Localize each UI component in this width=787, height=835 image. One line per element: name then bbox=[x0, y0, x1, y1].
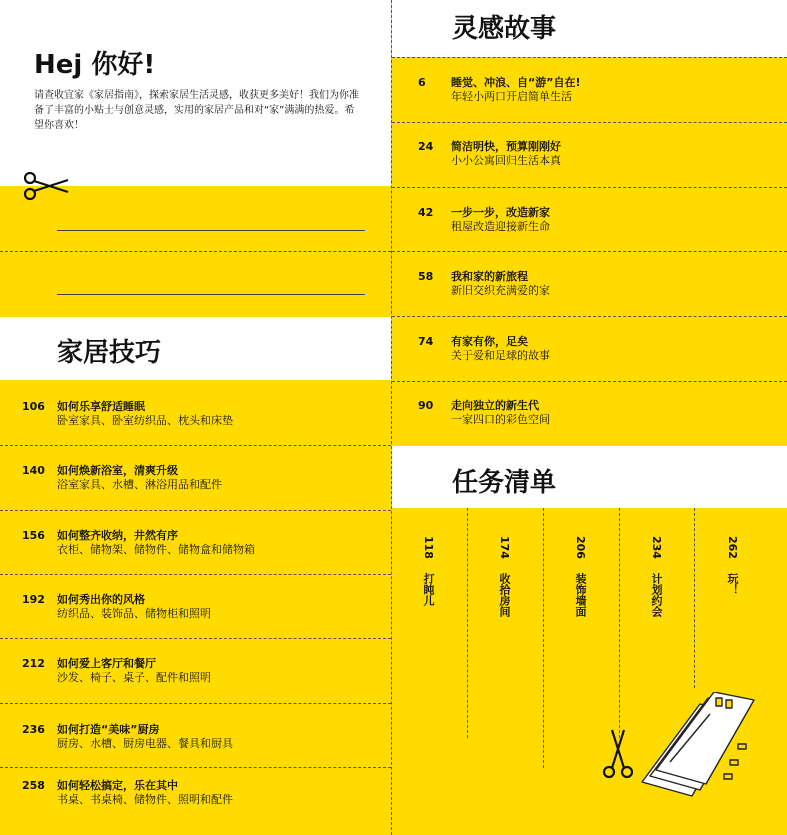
scissors-icon bbox=[22, 170, 70, 202]
tip-title: 如何乐享舒适睡眠 bbox=[57, 400, 145, 413]
tip-page: 156 bbox=[22, 529, 45, 542]
story-title: 简洁明快，预算刚刚好 bbox=[451, 140, 561, 153]
tip-item[interactable] bbox=[57, 529, 255, 557]
tip-page: 236 bbox=[22, 723, 45, 736]
story-title: 走向独立的新生代 bbox=[451, 399, 539, 412]
task-page: 206 bbox=[574, 536, 587, 559]
tip-subtitle: 衣柜、储物架、储物件、储物盒和储物箱 bbox=[57, 543, 255, 556]
tip-item[interactable] bbox=[57, 779, 233, 807]
story-item[interactable] bbox=[451, 399, 550, 427]
write-line-2 bbox=[57, 294, 365, 295]
tip-item[interactable] bbox=[57, 657, 211, 685]
notebook-illustration bbox=[630, 692, 760, 810]
story-title: 有家有你，足矣 bbox=[451, 335, 528, 348]
story-subtitle: 新旧交织充满爱的家 bbox=[451, 284, 550, 297]
tasks-title: 任务清单 bbox=[452, 468, 557, 498]
task-label: 打盹儿 bbox=[422, 572, 435, 606]
story-page: 6 bbox=[418, 76, 426, 89]
task-page: 234 bbox=[650, 536, 663, 559]
story-page: 24 bbox=[418, 140, 434, 153]
tip-item[interactable] bbox=[57, 723, 233, 751]
story-page: 90 bbox=[418, 399, 434, 412]
tip-title: 如何爱上客厅和餐厅 bbox=[57, 657, 156, 670]
story-subtitle: 租屋改造迎接新生命 bbox=[451, 220, 550, 233]
story-title: 我和家的新旅程 bbox=[451, 270, 528, 283]
tip-page: 140 bbox=[22, 464, 45, 477]
story-item[interactable] bbox=[451, 140, 561, 168]
story-subtitle: 年轻小两口开启简单生活 bbox=[451, 90, 572, 103]
story-title: 睡觉、冲浪、自“游”自在! bbox=[451, 76, 581, 89]
task-item[interactable] bbox=[497, 536, 511, 617]
intro-text: 请查收宜家《家居指南》，探索家居生活灵感，收获更多美好！我们为你准备了丰富的小贴士与创意灵感，实用的家居产品和对“家”满满的热爱。希望你喜欢！ bbox=[34, 90, 359, 131]
story-item[interactable] bbox=[451, 270, 550, 298]
story-subtitle: 一家四口的彩色空间 bbox=[451, 413, 550, 426]
story-subtitle: 关于爱和足球的故事 bbox=[451, 349, 550, 362]
tip-title: 如何整齐收纳，井然有序 bbox=[57, 529, 178, 542]
tip-subtitle: 浴室家具、水槽、淋浴用品和配件 bbox=[57, 478, 222, 491]
story-subtitle: 小小公寓回归生活本真 bbox=[451, 154, 561, 167]
story-item[interactable] bbox=[451, 335, 550, 363]
cut-line bbox=[0, 251, 391, 252]
task-label: 计划约会 bbox=[650, 572, 663, 617]
tip-page: 212 bbox=[22, 657, 45, 670]
task-page: 118 bbox=[422, 536, 435, 559]
tip-item[interactable] bbox=[57, 464, 222, 492]
story-item[interactable] bbox=[451, 206, 550, 234]
intro-greeting: Hej 你好! bbox=[34, 50, 156, 80]
task-page: 262 bbox=[726, 536, 739, 559]
tip-subtitle: 纺织品、装饰品、储物柜和照明 bbox=[57, 607, 211, 620]
task-item[interactable] bbox=[421, 536, 435, 606]
task-item[interactable] bbox=[649, 536, 663, 617]
story-item[interactable] bbox=[451, 76, 580, 104]
task-label: 装饰墙面 bbox=[574, 572, 587, 617]
tip-subtitle: 书桌、书桌椅、储物件、照明和配件 bbox=[57, 793, 233, 806]
tip-title: 如何秀出你的风格 bbox=[57, 593, 145, 606]
tip-page: 106 bbox=[22, 400, 45, 413]
tip-page: 192 bbox=[22, 593, 45, 606]
story-page: 58 bbox=[418, 270, 434, 283]
tip-subtitle: 沙发、椅子、桌子、配件和照明 bbox=[57, 671, 211, 684]
tip-page: 258 bbox=[22, 779, 45, 792]
tip-subtitle: 卧室家具、卧室纺织品、枕头和床垫 bbox=[57, 414, 233, 427]
task-label: 玩！ bbox=[726, 572, 739, 595]
tips-title: 家居技巧 bbox=[57, 338, 162, 368]
story-page: 42 bbox=[418, 206, 434, 219]
story-title: 一步一步，改造新家 bbox=[451, 206, 550, 219]
tip-title: 如何打造“美味”厨房 bbox=[57, 723, 160, 736]
task-item[interactable] bbox=[573, 536, 587, 617]
task-label: 收拾房间 bbox=[498, 572, 511, 617]
center-divider bbox=[391, 0, 392, 835]
tip-item[interactable] bbox=[57, 593, 211, 621]
tip-title: 如何焕新浴室，清爽升级 bbox=[57, 464, 178, 477]
inspiration-title: 灵感故事 bbox=[452, 14, 557, 44]
tip-title: 如何轻松搞定，乐在其中 bbox=[57, 779, 178, 792]
tip-item[interactable] bbox=[57, 400, 233, 428]
task-item[interactable] bbox=[725, 536, 739, 595]
write-line-1 bbox=[57, 230, 365, 231]
tip-subtitle: 厨房、水槽、厨房电器、餐具和厨具 bbox=[57, 737, 233, 750]
story-page: 74 bbox=[418, 335, 434, 348]
task-page: 174 bbox=[498, 536, 511, 559]
